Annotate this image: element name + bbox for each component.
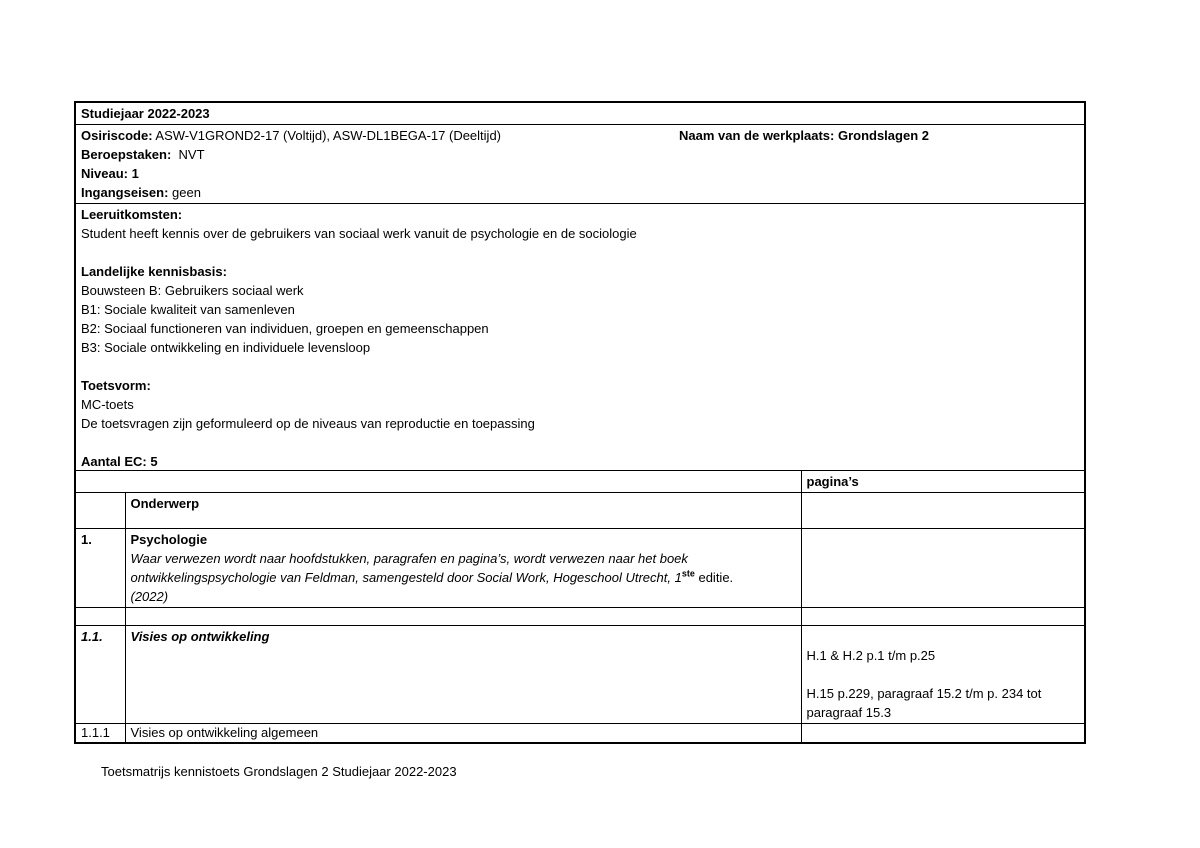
meta-cell	[75, 125, 1085, 204]
row-num: 1.	[75, 529, 125, 608]
visies-cell	[125, 626, 801, 724]
onderwerp-pages-cell	[801, 493, 1085, 529]
kennisbasis-item: Bouwsteen B: Gebruikers sociaal werk	[81, 283, 304, 298]
row-title: Visies op ontwikkeling	[130, 629, 270, 644]
kennisbasis-item: B1: Sociale kwaliteit van samenleven	[81, 302, 295, 317]
spacer-cell	[125, 608, 801, 626]
psychologie-cell	[125, 529, 801, 608]
osiris-row	[81, 126, 1079, 145]
spacer-cell	[801, 608, 1085, 626]
row-title: Psychologie	[130, 532, 208, 547]
studiejaar-label: Studiejaar 2022-2023	[81, 106, 210, 121]
paginas-header: pagina’s	[801, 471, 1085, 493]
beroepstaken-row	[81, 145, 1079, 164]
beroepstaken-value: NVT	[171, 147, 205, 162]
onderwerp-header: Onderwerp	[125, 493, 801, 529]
osiris-label: Osiriscode:	[81, 128, 153, 143]
toetsvorm-item: De toetsvragen zijn geformuleerd op de niveaus van reproductie en toepassing	[81, 416, 535, 431]
row-num: 1.1.1	[75, 724, 125, 744]
page-footer: Toetsmatrijs kennistoets Grondslagen 2 Studiejaar 2022-2023	[101, 764, 457, 779]
empty-header-cell	[75, 471, 801, 493]
leeruitkomsten-text: Student heeft kennis over de gebruikers van sociaal werk vanuit de psychologie en de sociologie	[81, 226, 637, 241]
ingangseisen-row	[81, 183, 1079, 202]
ec-label: Aantal EC: 5	[81, 454, 158, 469]
row-num: 1.1.	[75, 626, 125, 724]
niveau-row	[81, 164, 1079, 183]
werkplaats-label: Naam van de werkplaats: Grondslagen 2	[679, 128, 929, 143]
visies-algemeen-cell	[125, 724, 801, 744]
kennisbasis-item: B2: Sociaal functioneren van individuen, groepen en gemeenschappen	[81, 321, 489, 336]
niveau-label: Niveau: 1	[81, 166, 139, 181]
toetsmatrijs-table	[74, 101, 1086, 744]
ingangseisen-value: geen	[168, 185, 201, 200]
content-cell	[75, 204, 1085, 471]
row-description: Waar verwezen wordt naar hoofdstukken, paragrafen en pagina’s, wordt verwezen naar het boek ontwikkelingspsychologie van Feldman, samengesteld door Social Work, Hogeschool Utrecht, 1ste editie. (2022)	[130, 551, 734, 604]
beroepstaken-label: Beroepstaken:	[81, 147, 172, 162]
studiejaar-cell	[75, 102, 1085, 125]
toetsvorm-item: MC-toets	[81, 397, 134, 412]
num-header-cell	[75, 493, 125, 529]
psychologie-pages-cell	[801, 529, 1085, 608]
kennisbasis-item: B3: Sociale ontwikkeling en individuele levensloop	[81, 340, 371, 355]
toetsvorm-heading: Toetsvorm:	[81, 378, 151, 393]
pages-ref: H.15 p.229, paragraaf 15.2 t/m p. 234 tot paragraaf 15.3	[806, 686, 1042, 720]
row-title: Visies op ontwikkeling algemeen	[130, 725, 319, 740]
visies-algemeen-pages-cell	[801, 724, 1085, 744]
ingangseisen-label: Ingangseisen:	[81, 185, 169, 200]
osiris-value: ASW-V1GROND2-17 (Voltijd), ASW-DL1BEGA-17 (Deeltijd)	[152, 128, 501, 143]
kennisbasis-heading: Landelijke kennisbasis:	[81, 264, 227, 279]
visies-pages-cell	[801, 626, 1085, 724]
pages-ref: H.1 & H.2 p.1 t/m p.25	[806, 648, 936, 663]
spacer-cell	[75, 608, 125, 626]
leeruitkomsten-heading: Leeruitkomsten:	[81, 207, 183, 222]
